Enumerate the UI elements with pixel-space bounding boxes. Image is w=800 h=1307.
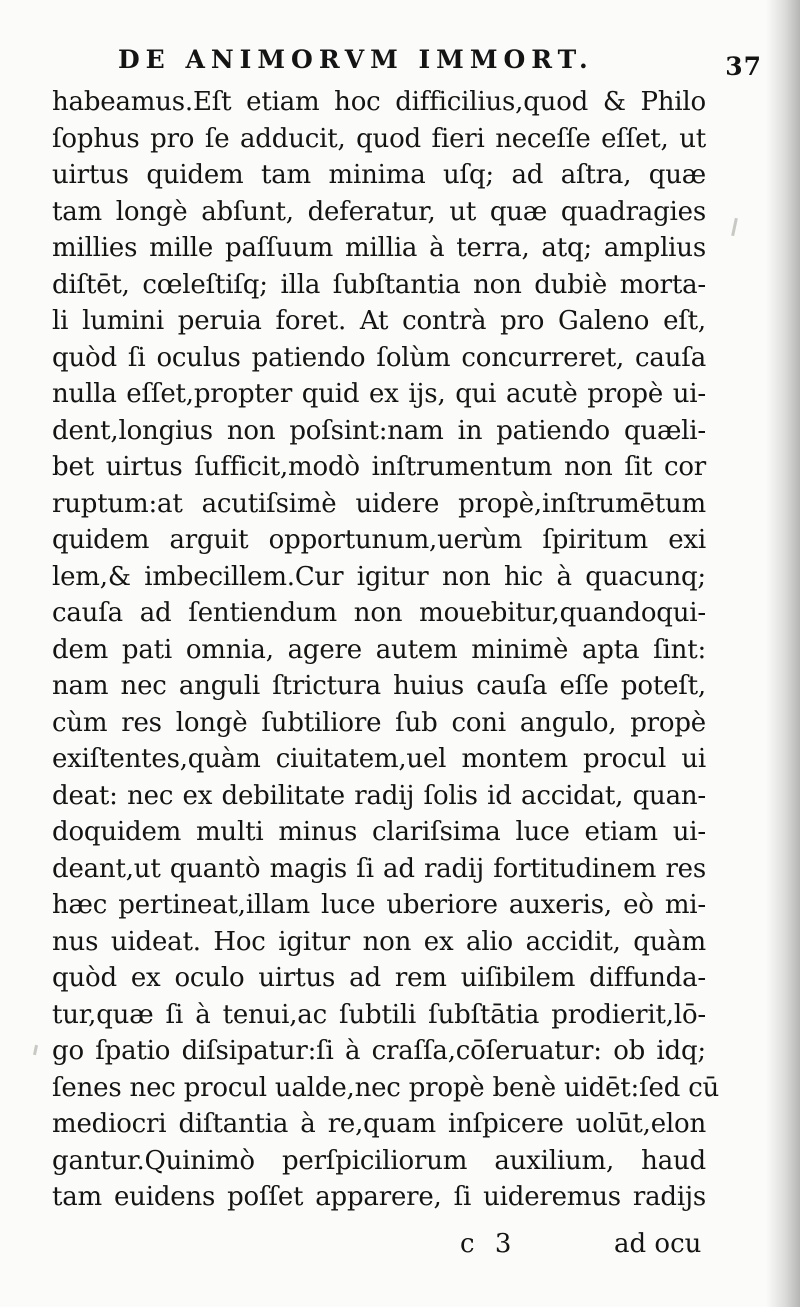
text-line: nulla eſſet,propter quid ex ijs, qui acutè propè ui- <box>52 379 706 409</box>
text-line: diſtēt, cœleſtiſq; illa ſubſtantia non dubiè morta- <box>52 269 706 300</box>
text-block <box>52 84 720 1216</box>
text-line: quidem arguit opportunum,uerùm ſpiritum exi <box>52 525 706 555</box>
text-line: ſenes nec procul ualde,nec propè benè uidēt:ſed cū <box>52 1072 720 1103</box>
text-line: doquidem multi minus clariſsima luce etiam ui- <box>52 817 706 847</box>
text-line: millies mille paſſuum millia à terra, atq; amplius <box>52 233 706 263</box>
text-line: ſophus pro ſe adducit, quod fieri neceſſe eſſet, ut <box>52 123 706 154</box>
text-line: deat: nec ex debilitate radij ſolis id accidat, quan- <box>52 780 706 811</box>
catchword: ad ocu <box>614 1229 702 1259</box>
text-line: hæc pertineat,illam luce uberiore auxeris, eò mi- <box>52 890 706 920</box>
text-line: habeamus.Eſt etiam hoc difficilius,quod & Philo <box>52 87 706 117</box>
text-line: lem,& imbecillem.Cur igitur non hic à quacunq; <box>52 561 706 592</box>
text-line: cùm res longè ſubtiliore ſub coni angulo, propè <box>52 707 706 738</box>
text-line: dem pati omnia, agere autem minimè apta ſint: <box>52 634 706 665</box>
text-line: tam euidens poſſet apparere, ſi uideremus radijs <box>52 1182 706 1212</box>
text-line: quòd ex oculo uirtus ad rem uiſibilem diffunda- <box>52 963 706 993</box>
page-number: 37 <box>725 52 762 81</box>
margin-mark <box>33 1045 38 1055</box>
text-line: cauſa ad ſentiendum non mouebitur,quandoqui- <box>52 598 706 628</box>
text-line: uirtus quidem tam minima uſq; ad aſtra, quæ <box>52 160 706 190</box>
running-head: DE ANIMORVM IMMORT. <box>118 45 594 74</box>
text-line: nam nec anguli ſtrictura huius cauſa eſſe poteſt, <box>52 671 706 701</box>
text-line: quòd ſi oculus patiendo ſolùm concurreret, cauſa <box>52 342 706 373</box>
text-line: mediocri diſtantia à re,quam inſpicere uolūt,elon <box>52 1109 706 1139</box>
text-line: bet uirtus ſufficit,modò inſtrumentum non ſit cor <box>52 452 706 482</box>
text-line: dent,longius non poſsint:nam in patiendo quæli- <box>52 415 706 446</box>
page-edge-shadow <box>766 0 800 1307</box>
signature-mark: c 3 <box>460 1229 518 1259</box>
text-line: tam longè abſunt, deferatur, ut quæ quadragies <box>52 196 706 227</box>
margin-mark <box>731 218 738 236</box>
text-line: exiſtentes,quàm ciuitatem,uel montem procul ui <box>52 744 706 774</box>
text-line: go ſpatio diſsipatur:ſi à craſſa,cōſeruatur: ob idq; <box>52 1036 706 1066</box>
text-line: gantur.Quinimò perſpiciliorum auxilium, haud <box>52 1145 706 1176</box>
text-line: deant,ut quantò magis ſi ad radij fortitudinem res <box>52 853 706 884</box>
text-line: nus uideat. Hoc igitur non ex alio accidit, quàm <box>52 926 706 957</box>
text-line: ruptum:at acutiſsimè uidere propè,inſtrumētum <box>52 488 706 519</box>
text-line: li lumini peruia foret. At contrà pro Galeno eſt, <box>52 306 706 336</box>
text-line: tur,quæ ſi à tenui,ac ſubtili ſubſtātia prodierit,lō- <box>52 999 706 1030</box>
